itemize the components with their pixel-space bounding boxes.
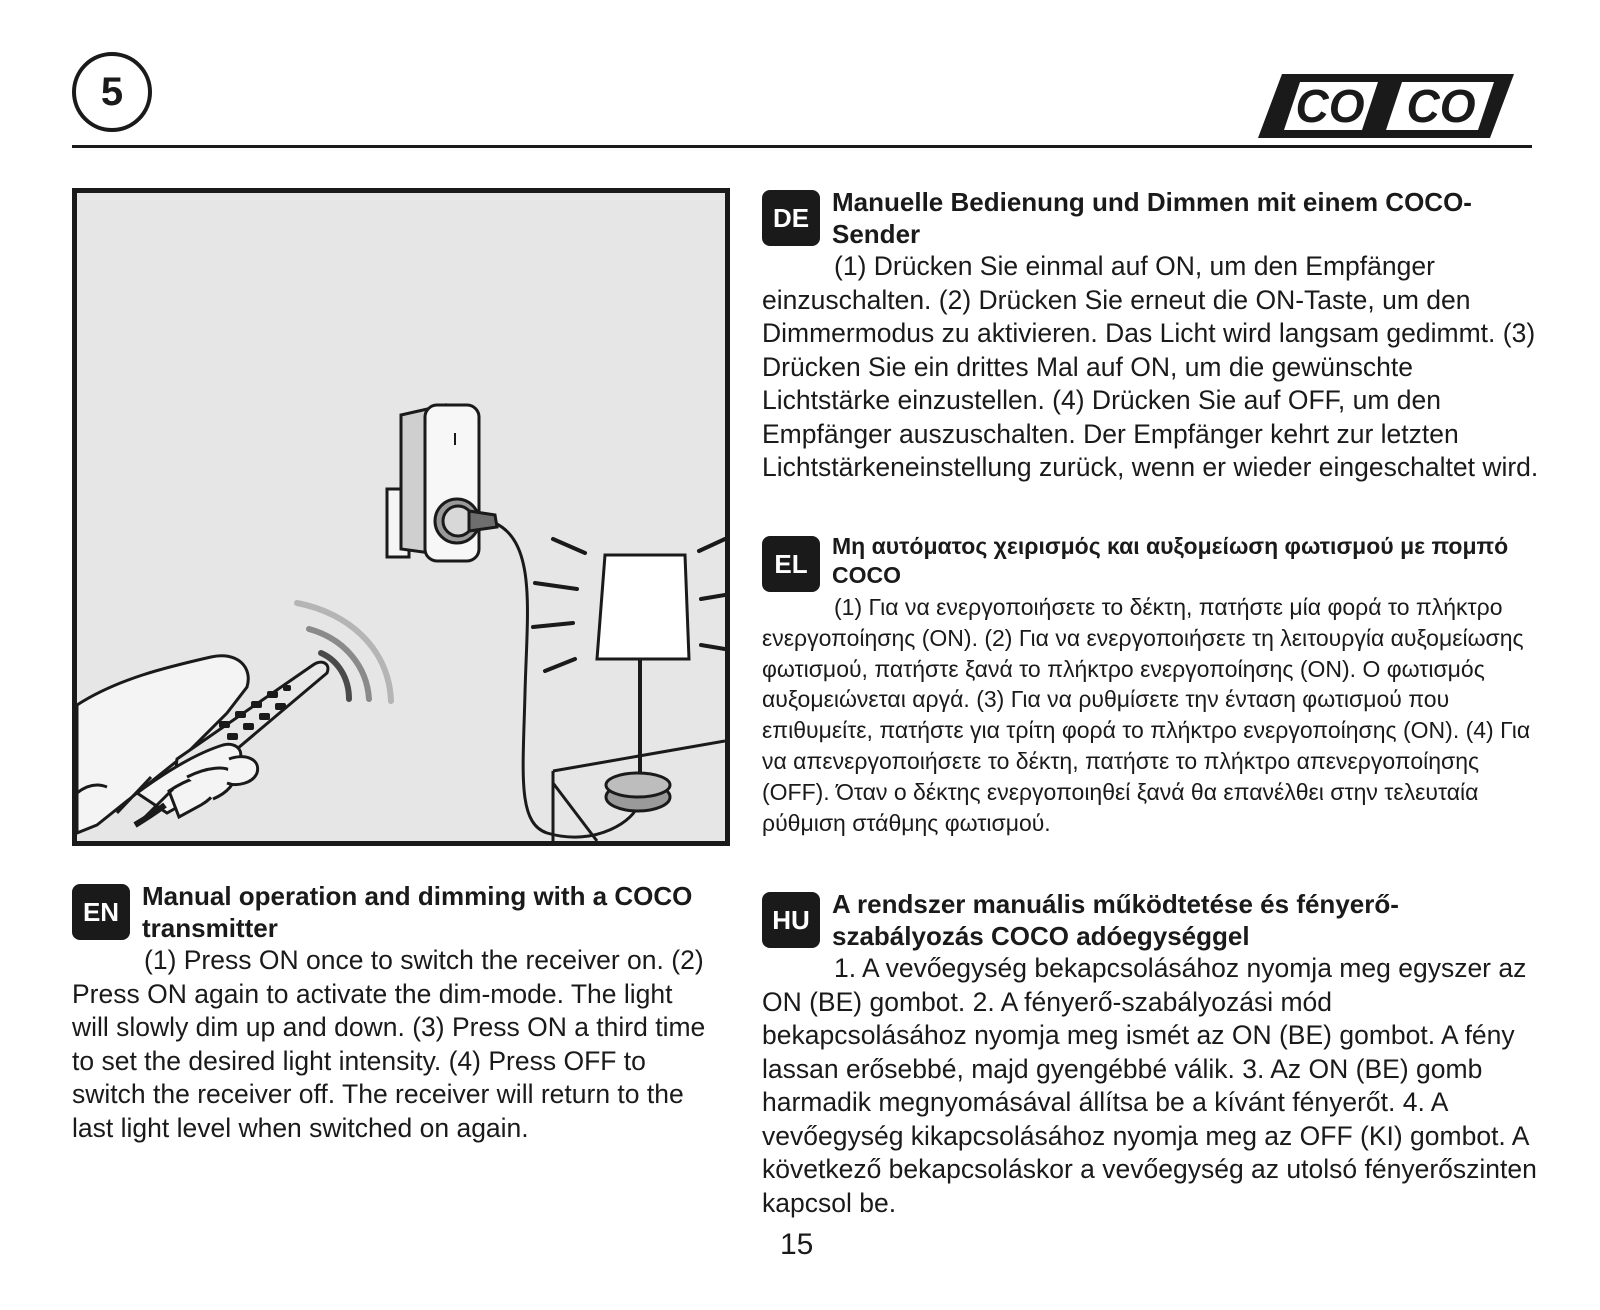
table-lamp-icon [597,555,689,811]
brand-logo [1258,70,1518,142]
plug-in-receiver-icon [387,405,497,561]
section-body-el: (1) Για να ενεργοποιήσετε το δέκτη, πατήστε μία φορά το πλήκτρο ενεργοποίησης (ON). (2) Για να ενεργοποιήσετε τη λειτουργία αυξομείωσης φωτισμού, πατήστε ξανά το πλήκτρο ενεργοποίησης (ON). Ο φωτισμός αυξομειώνεται αργά. (3) Για να ρυθμίσετε την ένταση φωτισμού που επιθυμείτε, πατήστε για τρίτη φορά το πλήκτρο ενεργοποίησης (ON). (4) Για να απενεργοποιήσετε το δέκτη, πατήστε το πλήκτρο απενεργοποίησης (OFF). Όταν ο δέκτης ενεργοποιηθεί ξανά θα επανέλθει στην τελευταία ρύθμιση στάθμης φωτισμού. [762,594,1531,836]
section-body-en: (1) Press ON once to switch the receiver on. (2) Press ON again to activate the dim-mode. The light will slowly dim up and down. (3) Press ON a third time to set the desired light intensity. (4) Press OFF to switch the receiver off. The receiver will return to the last light level when switched on again. [72,945,706,1143]
header-rule [72,145,1532,148]
svg-text:CO: CO [1295,80,1365,132]
section-title-en: Manual operation and dimming with a COCO transmitter [142,881,693,943]
language-badge-de: DE [762,190,820,246]
section-de [762,186,1542,485]
section-en [72,880,712,1145]
section-body-de: (1) Drücken Sie einmal auf ON, um den Empfänger einzuschalten. (2) Drücken Sie erneut die ON-Taste, um den Dimmermodus zu aktivieren. Das Licht wird langsam gedimmt. (3) Drücken Sie ein drittes Mal auf ON, um die gewünschte Lichtstärke einzustellen. (4) Drücken Sie auf OFF, um den Empfänger auszuschalten. Der Empfänger kehrt zur letzten Lichtstärkeneinstellung zurück, wenn er wieder eingeschaltet wird. [762,251,1539,482]
section-body-hu: 1. A vevőegység bekapcsolásához nyomja meg egyszer az ON (BE) gombot. 2. A fényerő-szabályozási mód bekapcsolásához nyomja meg ismét az ON (BE) gombot. A fény lassan erősebbé, majd gyengébbé válik. 3. Az ON (BE) gomb harmadik megnyomásával állítsa be a kívánt fényerőt. 4. A vevőegység kikapcsolásához nyomja meg az OFF (KI) gombot. A következő bekapcsoláskor a vevőegység az utolsó fényerőszinten kapcsol be. [762,953,1537,1218]
language-badge-hu: HU [762,892,820,948]
instruction-illustration [72,188,730,846]
hand-with-remote-icon [77,656,328,833]
section-title-el: Μη αυτόματος χειρισμός και αυξομείωση φωτισμού με πομπό COCO [832,533,1509,588]
section-title-hu: A rendszer manuális működtetése és fényerő-szabályozás COCO adóegységgel [832,889,1399,951]
section-title-de: Manuelle Bedienung und Dimmen mit einem COCO-Sender [832,187,1472,249]
page-number: 15 [780,1228,814,1261]
svg-text:CO: CO [1406,80,1476,132]
section-hu [762,888,1542,1220]
language-badge-el: EL [762,536,820,592]
section-el [762,532,1542,838]
step-number: 5 [72,52,152,132]
language-badge-en: EN [72,884,130,940]
